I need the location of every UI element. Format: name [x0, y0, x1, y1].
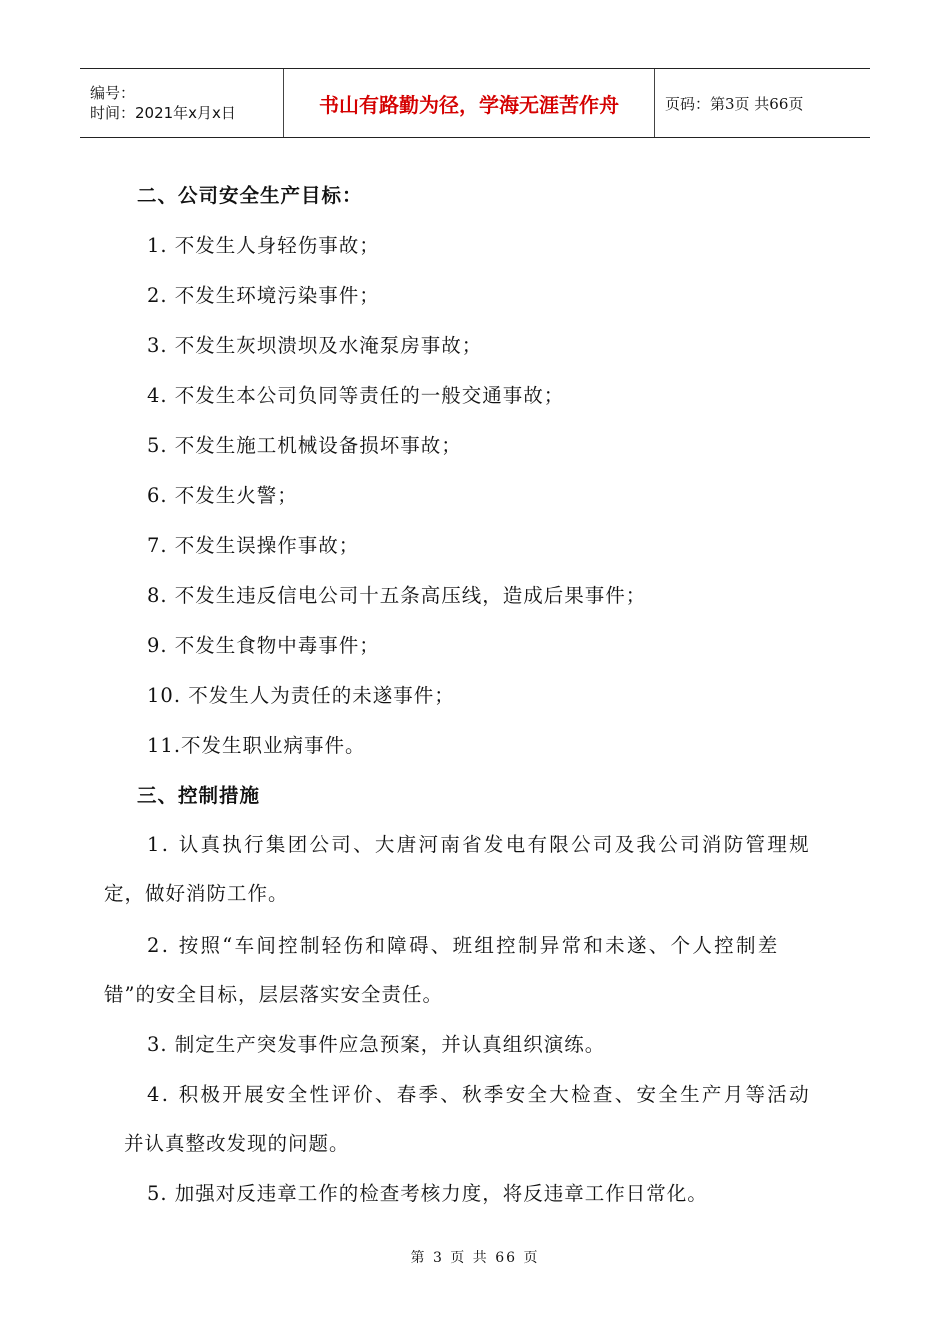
measure-5: 5. 加强对反违章工作的检查考核力度，将反违章工作日常化。	[147, 1182, 708, 1205]
goal-item: 1. 不发生人身轻伤事故；	[147, 234, 380, 257]
goal-item: 3. 不发生灰坝溃坝及水淹泵房事故；	[147, 334, 483, 357]
measure-3: 3. 制定生产突发事件应急预案，并认真组织演练。	[147, 1033, 606, 1056]
goal-item: 5. 不发生施工机械设备损坏事故；	[147, 434, 462, 457]
goal-item: 2. 不发生环境污染事件；	[147, 284, 380, 307]
goal-item: 9. 不发生食物中毒事件；	[147, 634, 380, 657]
goal-item: 11.不发生职业病事件。	[147, 734, 366, 757]
number-label: 编号：	[90, 84, 136, 102]
goal-item: 6. 不发生火警；	[147, 484, 298, 507]
header-meta	[80, 69, 283, 137]
document-header	[80, 68, 870, 138]
measure-2-line-1: 2. 按照“车间控制轻伤和障碍、班组控制异常和未遂、个人控制差	[147, 934, 780, 957]
measure-4-line-2: 并认真整改发现的问题。	[124, 1132, 350, 1155]
header-page-info: 页码：第3页 共66页	[665, 94, 804, 113]
goal-item: 10. 不发生人为责任的未遂事件；	[147, 684, 455, 707]
measure-4-line-1: 4. 积极开展安全性评价、春季、秋季安全大检查、安全生产月等活动	[147, 1083, 811, 1106]
section-2-title: 二、公司安全生产目标：	[137, 184, 363, 207]
goal-item: 8. 不发生违反信电公司十五条高压线，造成后果事件；	[147, 584, 647, 607]
page-footer: 第 3 页 共 66 页	[410, 1250, 540, 1266]
goal-item: 4. 不发生本公司负同等责任的一般交通事故；	[147, 384, 565, 407]
measure-1-line-1: 1. 认真执行集团公司、大唐河南省发电有限公司及我公司消防管理规	[147, 833, 811, 856]
time-label: 时间：2021年x月x日	[90, 104, 236, 122]
measure-2-line-2: 错”的安全目标，层层落实安全责任。	[104, 983, 443, 1006]
goal-item: 7. 不发生误操作事故；	[147, 534, 360, 557]
header-motto: 书山有路勤为径，学海无涯苦作舟	[283, 69, 655, 137]
measure-1-line-2: 定，做好消防工作。	[104, 882, 289, 905]
section-3-title: 三、控制措施	[137, 784, 261, 807]
